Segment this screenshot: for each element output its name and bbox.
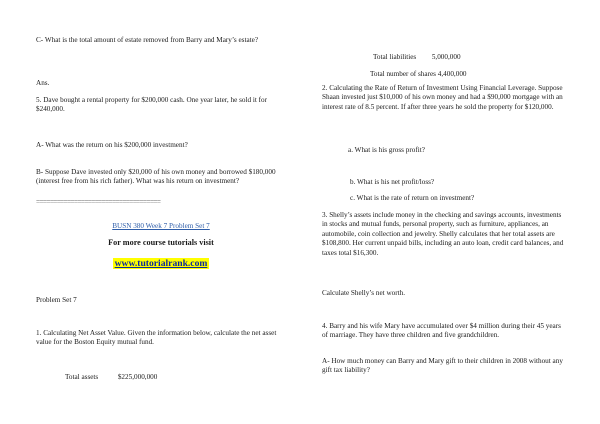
total-assets-value: $225,000,000	[117, 373, 158, 381]
question-c: C- What is the total amount of estate removed from Barry and Mary’s estate?	[36, 36, 259, 44]
question-1: 1. Calculating Net Asset Value. Given the information below, calculate the net asset value for the Boston Equity mutual fund.	[36, 329, 277, 347]
question-4: 4. Barry and his wife Mary have accumulated over $4 million during their 45 years of marriage. They have three children and five grandchildren.	[322, 322, 561, 340]
course-link[interactable]	[36, 222, 286, 231]
question-5: 5. Dave bought a rental property for $200,000 cash. One year later, he sold it for $240,000.	[36, 96, 268, 114]
promo-text: For more course tutorials visit	[108, 238, 214, 247]
promo-url[interactable]	[36, 258, 286, 270]
answer-label: Ans.	[36, 79, 50, 87]
question-3-task: Calculate Shelly’s net worth.	[322, 289, 406, 297]
divider-line: ====================================	[36, 198, 161, 206]
total-assets-row	[65, 373, 157, 382]
total-liabilities-value: 5,000,000	[431, 53, 461, 61]
total-shares: Total number of shares 4,400,000	[370, 70, 467, 78]
question-5a: A- What was the return on his $200,000 investment?	[36, 141, 188, 149]
total-liabilities-row	[373, 53, 461, 62]
course-link-text[interactable]: BUSN 380 Week 7 Problem Set 7	[112, 222, 210, 230]
question-3: 3. Shelly’s assets include money in the checking and savings accounts, investments in stocks and mutual funds, personal property, such as furniture, appliances, an automobile, coin collection and jewelry. Shelly calculates that her total assets are $108,800. Her current unpaid bills, including an auto loan, credit card balances, and taxes total $16,300.	[322, 211, 564, 257]
question-2a: a. What is his gross profit?	[348, 146, 425, 154]
promo-url-link[interactable]: www.tutorialrank.com	[114, 258, 208, 269]
question-2b: b. What is his net profit/loss?	[350, 178, 435, 186]
problem-set-heading: Problem Set 7	[36, 296, 77, 304]
question-5b: B- Suppose Dave invested only $20,000 of his own money and borrowed $180,000 (interest free from his rich father). What was his return on investment?	[36, 168, 276, 186]
question-2c: c. What is the rate of return on investment?	[350, 194, 475, 202]
question-2: 2. Calculating the Rate of Return of Investment Using Financial Leverage. Suppose Shaan invested just $10,000 of his own money and had a $90,000 mortgage with an interest rate of 8.5 percent. If after three years he sold the property for $120,000.	[322, 84, 563, 111]
total-liabilities-label: Total liabilities	[373, 53, 417, 61]
total-assets-label: Total assets	[65, 373, 99, 381]
question-4a: A- How much money can Barry and Mary gift to their children in 2008 without any gift tax liability?	[322, 357, 563, 375]
